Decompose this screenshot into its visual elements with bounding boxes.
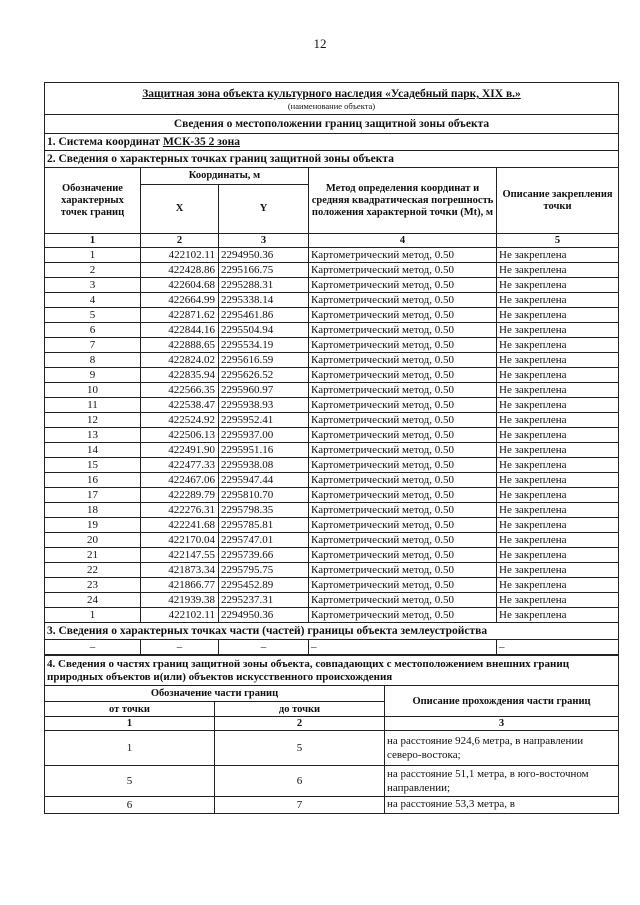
col-number: 1 — [45, 717, 215, 731]
table-row — [45, 458, 619, 473]
fixing-cell: Не закреплена — [497, 518, 619, 533]
to-point: 6 — [215, 766, 385, 797]
coord-y: 2295798.35 — [219, 503, 309, 518]
method-cell: Картометрический метод, 0.50 — [309, 503, 497, 518]
col-number: 3 — [385, 717, 619, 731]
fixing-cell: Не закреплена — [497, 548, 619, 563]
coord-x: 422506.13 — [141, 428, 219, 443]
table-row — [45, 428, 619, 443]
header-x: X — [141, 185, 219, 234]
coord-y: 2295938.08 — [219, 458, 309, 473]
table-row — [45, 608, 619, 623]
table-row — [45, 518, 619, 533]
header-to: до точки — [215, 702, 385, 717]
coord-x: 422604.68 — [141, 278, 219, 293]
title-cell — [45, 83, 619, 115]
table-row — [45, 263, 619, 278]
fixing-cell: Не закреплена — [497, 413, 619, 428]
table-row — [45, 473, 619, 488]
document-subtitle: (наименование объекта) — [287, 101, 376, 111]
coord-x: 422477.33 — [141, 458, 219, 473]
col-number: 1 — [45, 234, 141, 248]
coord-x: 422844.16 — [141, 323, 219, 338]
zone-info-table — [44, 82, 619, 655]
header-method: Метод определения координат и средняя квадратическая погрешность положения характерной точки (Mt), м — [309, 168, 497, 234]
section3-cell: – — [45, 640, 141, 655]
coord-x: 422824.02 — [141, 353, 219, 368]
coord-x: 422428.86 — [141, 263, 219, 278]
section3-cell: – — [309, 640, 497, 655]
section3-cell: – — [219, 640, 309, 655]
coord-y: 2295747.01 — [219, 533, 309, 548]
point-number: 5 — [45, 308, 141, 323]
col-number: 3 — [219, 234, 309, 248]
document-title: Защитная зона объекта культурного наследия «Усадебный парк, XIX в.» — [142, 88, 521, 100]
fixing-cell: Не закреплена — [497, 473, 619, 488]
coord-x: 422566.35 — [141, 383, 219, 398]
coordinate-system: МСК-35 2 зона — [162, 136, 240, 148]
point-number: 21 — [45, 548, 141, 563]
point-number: 12 — [45, 413, 141, 428]
table-row — [45, 488, 619, 503]
point-number: 8 — [45, 353, 141, 368]
method-cell: Картометрический метод, 0.50 — [309, 458, 497, 473]
document-table — [44, 82, 618, 814]
table-row — [45, 368, 619, 383]
fixing-cell: Не закреплена — [497, 398, 619, 413]
part-description: на расстояние 924,6 метра, в направлении северо-востока; — [385, 731, 619, 766]
coord-x: 422147.55 — [141, 548, 219, 563]
from-point: 5 — [45, 766, 215, 797]
table-row — [45, 797, 619, 814]
coord-y: 2295534.19 — [219, 338, 309, 353]
method-cell: Картометрический метод, 0.50 — [309, 413, 497, 428]
method-cell: Картометрический метод, 0.50 — [309, 488, 497, 503]
table-row — [45, 323, 619, 338]
section4-table — [44, 655, 619, 814]
coord-y: 2295795.75 — [219, 563, 309, 578]
to-point: 7 — [215, 797, 385, 814]
method-cell: Картометрический метод, 0.50 — [309, 383, 497, 398]
point-number: 19 — [45, 518, 141, 533]
point-number: 7 — [45, 338, 141, 353]
point-number: 6 — [45, 323, 141, 338]
coord-x: 421939.38 — [141, 593, 219, 608]
point-number: 4 — [45, 293, 141, 308]
coord-x: 422871.62 — [141, 308, 219, 323]
coord-y: 2295952.41 — [219, 413, 309, 428]
header-fixing: Описание закрепления точки — [497, 168, 619, 234]
coord-y: 2295960.97 — [219, 383, 309, 398]
method-cell: Картометрический метод, 0.50 — [309, 368, 497, 383]
coord-x: 422289.79 — [141, 488, 219, 503]
coord-x: 421866.77 — [141, 578, 219, 593]
fixing-cell: Не закреплена — [497, 308, 619, 323]
col-number: 2 — [215, 717, 385, 731]
coord-x: 422524.92 — [141, 413, 219, 428]
method-cell: Картометрический метод, 0.50 — [309, 608, 497, 623]
method-cell: Картометрический метод, 0.50 — [309, 308, 497, 323]
col-number: 5 — [497, 234, 619, 248]
table-row — [45, 353, 619, 368]
fixing-cell: Не закреплена — [497, 608, 619, 623]
point-number: 14 — [45, 443, 141, 458]
method-cell: Картометрический метод, 0.50 — [309, 428, 497, 443]
method-cell: Картометрический метод, 0.50 — [309, 338, 497, 353]
header-desc: Описание прохождения части границ — [385, 686, 619, 717]
coord-x: 422102.11 — [141, 608, 219, 623]
coord-x: 422538.47 — [141, 398, 219, 413]
method-cell: Картометрический метод, 0.50 — [309, 293, 497, 308]
header-part: Обозначение части границ — [45, 686, 385, 702]
coord-y: 2295785.81 — [219, 518, 309, 533]
table-row — [45, 731, 619, 766]
point-number: 3 — [45, 278, 141, 293]
coord-y: 2295810.70 — [219, 488, 309, 503]
section4-title: 4. Сведения о частях границ защитной зоны объекта, совпадающих с местоположением внешних границ природных объектов и(или) объектов искусственного происхождения — [45, 656, 619, 686]
point-number: 17 — [45, 488, 141, 503]
table-row — [45, 548, 619, 563]
part-description: на расстояние 51,1 метра, в юго-восточном направлении; — [385, 766, 619, 797]
point-number: 2 — [45, 263, 141, 278]
method-cell: Картометрический метод, 0.50 — [309, 593, 497, 608]
from-point: 6 — [45, 797, 215, 814]
coord-x: 422491.90 — [141, 443, 219, 458]
coord-x: 422467.06 — [141, 473, 219, 488]
method-cell: Картометрический метод, 0.50 — [309, 263, 497, 278]
coord-y: 2294950.36 — [219, 608, 309, 623]
coord-x: 422835.94 — [141, 368, 219, 383]
page-number: 12 — [313, 36, 327, 51]
fixing-cell: Не закреплена — [497, 263, 619, 278]
header-from: от точки — [45, 702, 215, 717]
fixing-cell: Не закреплена — [497, 293, 619, 308]
method-cell: Картометрический метод, 0.50 — [309, 323, 497, 338]
coord-y: 2295626.52 — [219, 368, 309, 383]
coord-x: 422888.65 — [141, 338, 219, 353]
method-cell: Картометрический метод, 0.50 — [309, 518, 497, 533]
method-cell: Картометрический метод, 0.50 — [309, 473, 497, 488]
method-cell: Картометрический метод, 0.50 — [309, 578, 497, 593]
table-row — [45, 563, 619, 578]
col-number: 2 — [141, 234, 219, 248]
part-description: на расстояние 53,3 метра, в — [385, 797, 619, 814]
point-number: 24 — [45, 593, 141, 608]
section1-label: 1. Система координат — [47, 136, 163, 148]
col-number: 4 — [309, 234, 497, 248]
coord-y: 2295452.89 — [219, 578, 309, 593]
point-number: 18 — [45, 503, 141, 518]
parts-body — [45, 731, 619, 814]
section1-row — [45, 134, 619, 151]
coord-x: 421873.34 — [141, 563, 219, 578]
fixing-cell: Не закреплена — [497, 443, 619, 458]
fixing-cell: Не закреплена — [497, 383, 619, 398]
coord-y: 2295288.31 — [219, 278, 309, 293]
fixing-cell: Не закреплена — [497, 353, 619, 368]
points-body — [45, 248, 619, 623]
method-cell: Картометрический метод, 0.50 — [309, 248, 497, 263]
header-coords: Координаты, м — [141, 168, 309, 185]
fixing-cell: Не закреплена — [497, 248, 619, 263]
point-number: 1 — [45, 608, 141, 623]
point-number: 22 — [45, 563, 141, 578]
table-row — [45, 248, 619, 263]
fixing-cell: Не закреплена — [497, 458, 619, 473]
point-number: 15 — [45, 458, 141, 473]
coord-y: 2295504.94 — [219, 323, 309, 338]
table-row — [45, 766, 619, 797]
fixing-cell: Не закреплена — [497, 428, 619, 443]
fixing-cell: Не закреплена — [497, 563, 619, 578]
coord-y: 2295938.93 — [219, 398, 309, 413]
coord-y: 2295739.66 — [219, 548, 309, 563]
table-row — [45, 338, 619, 353]
coord-y: 2295937.00 — [219, 428, 309, 443]
point-number: 9 — [45, 368, 141, 383]
table-row — [45, 308, 619, 323]
fixing-cell: Не закреплена — [497, 368, 619, 383]
coord-x: 422241.68 — [141, 518, 219, 533]
table-row — [45, 278, 619, 293]
section2-title: 2. Сведения о характерных точках границ защитной зоны объекта — [45, 151, 619, 168]
from-point: 1 — [45, 731, 215, 766]
table-row — [45, 293, 619, 308]
fixing-cell: Не закреплена — [497, 503, 619, 518]
method-cell: Картометрический метод, 0.50 — [309, 443, 497, 458]
table-row — [45, 413, 619, 428]
point-number: 16 — [45, 473, 141, 488]
fixing-cell: Не закреплена — [497, 593, 619, 608]
coord-y: 2295338.14 — [219, 293, 309, 308]
coord-x: 422102.11 — [141, 248, 219, 263]
coord-y: 2295461.86 — [219, 308, 309, 323]
section3-title: 3. Сведения о характерных точках части (частей) границы объекта землеустройства — [45, 623, 619, 640]
table-row — [45, 578, 619, 593]
fixing-cell: Не закреплена — [497, 278, 619, 293]
table-row — [45, 443, 619, 458]
fixing-cell: Не закреплена — [497, 533, 619, 548]
fixing-cell: Не закреплена — [497, 488, 619, 503]
coord-y: 2295951.16 — [219, 443, 309, 458]
section3-cell: – — [141, 640, 219, 655]
table-row — [45, 593, 619, 608]
coord-y: 2295616.59 — [219, 353, 309, 368]
table-row — [45, 398, 619, 413]
method-cell: Картометрический метод, 0.50 — [309, 533, 497, 548]
header-y: Y — [219, 185, 309, 234]
method-cell: Картометрический метод, 0.50 — [309, 563, 497, 578]
method-cell: Картометрический метод, 0.50 — [309, 353, 497, 368]
coord-y: 2295166.75 — [219, 263, 309, 278]
header-point: Обозначение характерных точек границ — [45, 168, 141, 234]
point-number: 20 — [45, 533, 141, 548]
fixing-cell: Не закреплена — [497, 323, 619, 338]
table-row — [45, 533, 619, 548]
method-cell: Картометрический метод, 0.50 — [309, 548, 497, 563]
point-number: 10 — [45, 383, 141, 398]
coord-y: 2295237.31 — [219, 593, 309, 608]
fixing-cell: Не закреплена — [497, 338, 619, 353]
coord-y: 2294950.36 — [219, 248, 309, 263]
method-cell: Картометрический метод, 0.50 — [309, 278, 497, 293]
fixing-cell: Не закреплена — [497, 578, 619, 593]
coord-y: 2295947.44 — [219, 473, 309, 488]
coord-x: 422276.31 — [141, 503, 219, 518]
point-number: 13 — [45, 428, 141, 443]
point-number: 11 — [45, 398, 141, 413]
section3-cell: – — [497, 640, 619, 655]
coord-x: 422664.99 — [141, 293, 219, 308]
to-point: 5 — [215, 731, 385, 766]
method-cell: Картометрический метод, 0.50 — [309, 398, 497, 413]
section-title: Сведения о местоположении границ защитной зоны объекта — [45, 115, 619, 134]
coord-x: 422170.04 — [141, 533, 219, 548]
table-row — [45, 503, 619, 518]
table-row — [45, 383, 619, 398]
point-number: 1 — [45, 248, 141, 263]
point-number: 23 — [45, 578, 141, 593]
